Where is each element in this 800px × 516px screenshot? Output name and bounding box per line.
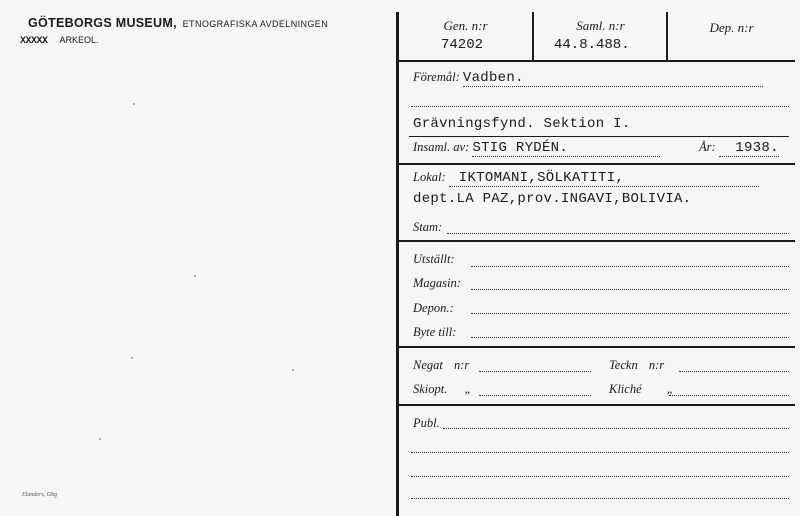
dotted-line [411, 476, 789, 477]
gen-nr-box [399, 12, 532, 60]
dotted-line [471, 266, 789, 267]
dotted-line [411, 498, 789, 499]
insaml-label: Insaml. av: [413, 140, 470, 154]
stam-row [413, 220, 442, 235]
museum-heading [28, 16, 328, 30]
skiopt-ditto: „ [464, 382, 471, 396]
utstallt-label: Utställt: [413, 252, 455, 266]
speck [131, 357, 133, 359]
rule [399, 163, 795, 165]
utstallt-row [413, 252, 455, 267]
kliche-label: Kliché [609, 382, 642, 396]
dotted-line [479, 395, 591, 396]
depon-label: Depon.: [413, 301, 454, 315]
insaml-row [413, 140, 660, 157]
dotted-line [471, 337, 789, 338]
magasin-row [413, 276, 461, 291]
rule [409, 136, 789, 137]
teckn-nr-label: n:r [648, 358, 665, 372]
dotted-line [411, 452, 789, 453]
publ-row [413, 416, 440, 431]
teckn-row [609, 358, 664, 373]
speck [133, 103, 135, 105]
saml-nr-label: Saml. n:r [576, 18, 625, 33]
lokal-label: Lokal: [413, 170, 446, 184]
foremal-label: Föremål: [413, 70, 460, 84]
skiopt-row [413, 382, 470, 397]
speck [292, 369, 294, 371]
struck-text: XXXXX [20, 36, 48, 47]
speck [194, 275, 196, 277]
skiopt-label: Skiopt. [413, 382, 448, 396]
dotted-line [679, 371, 789, 372]
rule [399, 240, 795, 242]
find-note: Grävningsfynd. Sektion I. [413, 116, 631, 132]
magasin-label: Magasin: [413, 276, 461, 290]
gen-nr-value: 74202 [441, 37, 484, 53]
insaml-value: STIG RYDÉN. [472, 140, 660, 157]
negat-row [413, 358, 469, 373]
depon-row [413, 301, 454, 316]
foremal-row [413, 70, 763, 87]
dotted-line [411, 106, 789, 107]
museum-name: GÖTEBORGS MUSEUM, [28, 16, 177, 30]
rule [399, 346, 795, 348]
dotted-line [443, 428, 789, 429]
negat-nr-label: n:r [453, 358, 470, 372]
stam-label: Stam: [413, 220, 443, 234]
lokal-value: IKTOMANI,SÖLKATITI, [449, 170, 759, 187]
dep-nr-label: Dep. n:r [709, 20, 754, 35]
dotted-line [471, 313, 789, 314]
foremal-value: Vadben. [463, 70, 763, 87]
gen-nr-label: Gen. n:r [443, 18, 488, 33]
rule [399, 404, 795, 406]
speck [99, 438, 101, 440]
dotted-line [669, 395, 789, 396]
publ-label: Publ. [413, 416, 440, 430]
ar-row [699, 140, 779, 157]
saml-nr-value: 44.8.488. [554, 37, 630, 53]
teckn-label: Teckn [609, 358, 638, 372]
byte-row [413, 325, 456, 340]
dotted-line [471, 289, 789, 290]
dotted-line [479, 371, 591, 372]
ar-value: 1938. [719, 140, 779, 157]
rule [399, 60, 795, 62]
department-name: ETNOGRAFISKA AVDELNINGEN [182, 19, 329, 29]
arkeol-line [20, 35, 99, 47]
printer-mark: Elanders, Gbg [22, 492, 57, 498]
dotted-line [447, 233, 789, 234]
arkeol-label: ARKEOL. [59, 35, 99, 45]
kliche-ditto: „ [666, 382, 673, 396]
byte-label: Byte till: [413, 325, 457, 339]
catalog-card [396, 12, 800, 516]
kliche-row [609, 382, 672, 397]
ar-label: År: [699, 140, 716, 154]
negat-label: Negat [413, 358, 443, 372]
lokal-value-line-2: dept.LA PAZ,prov.INGAVI,BOLIVIA. [413, 191, 692, 207]
lokal-row [413, 170, 759, 187]
saml-nr-box [534, 12, 667, 60]
dep-nr-box [668, 12, 795, 60]
